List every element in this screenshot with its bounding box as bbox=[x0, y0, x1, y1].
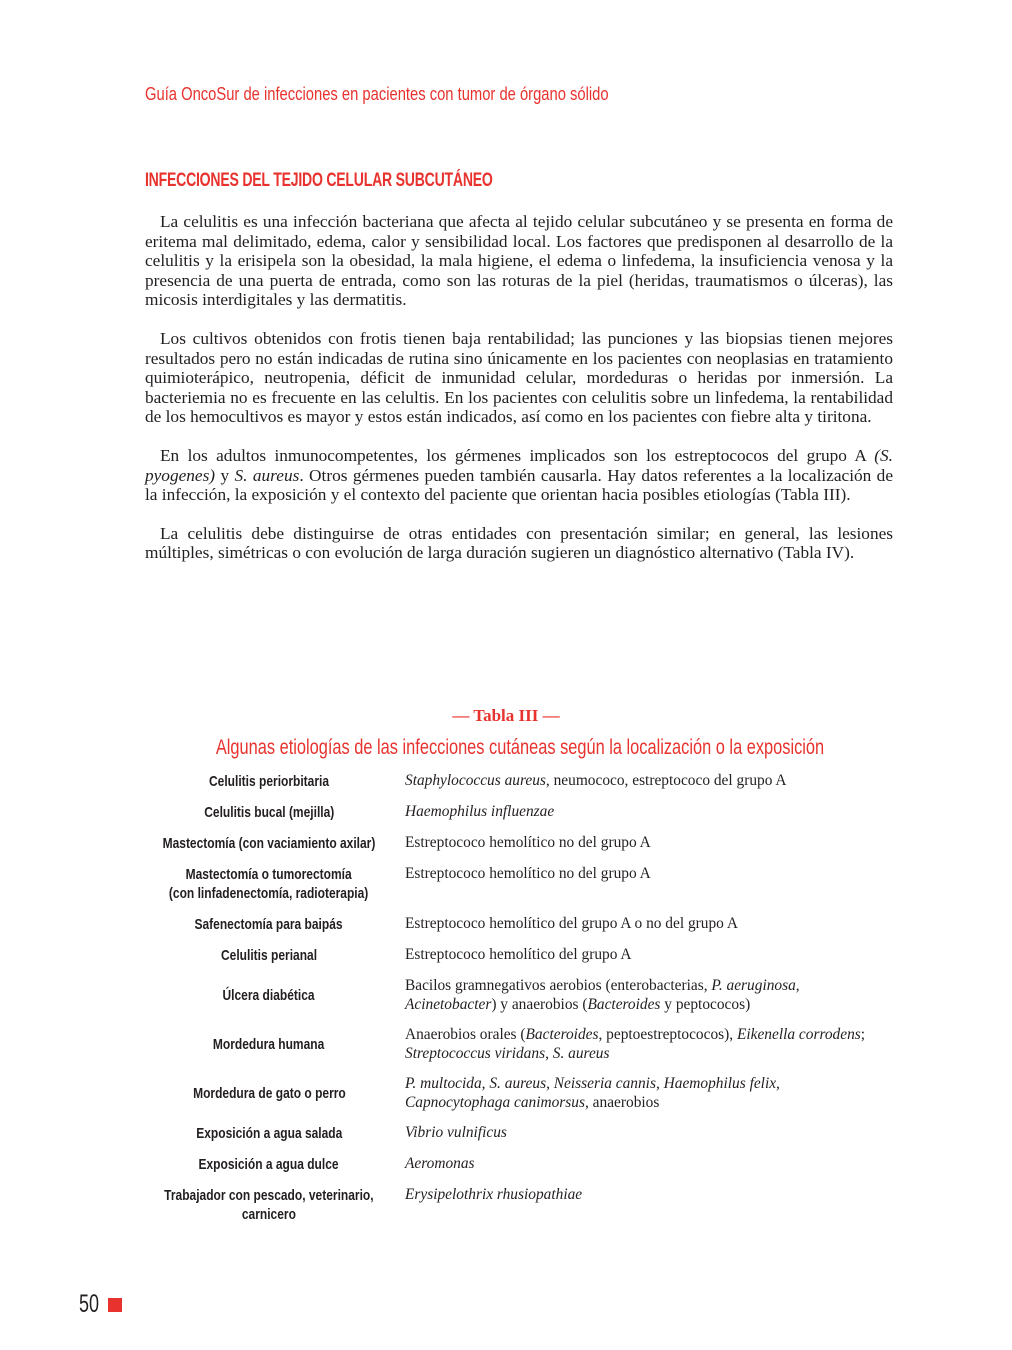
location-line: Mastectomía o tumorectomía bbox=[185, 866, 353, 883]
organism-name: Eikenella corrodens bbox=[736, 1026, 861, 1043]
table-label: — Tabla III — bbox=[452, 706, 560, 725]
running-header: Guía OncoSur de infecciones en pacientes con tumor de órgano sólido bbox=[145, 84, 609, 104]
location-label bbox=[199, 1155, 339, 1174]
location-line: Úlcera diabética bbox=[222, 987, 316, 1004]
etiology-text: Estreptococo hemolítico del grupo A bbox=[405, 946, 632, 963]
organism-name: Staphylococcus aureus bbox=[405, 772, 546, 789]
etiology-text: , bbox=[795, 977, 800, 994]
organism-name: Bacteroides bbox=[525, 1026, 599, 1043]
table-row bbox=[145, 834, 885, 853]
table-row bbox=[145, 915, 885, 934]
paragraph bbox=[145, 446, 893, 505]
location-label bbox=[223, 986, 315, 1005]
etiology-text: , neumococo, estreptococo del grupo A bbox=[545, 772, 787, 789]
table-cell-etiology bbox=[393, 977, 885, 1014]
table-row bbox=[145, 946, 885, 965]
table-cell-location bbox=[145, 977, 393, 1014]
table-cell-etiology bbox=[393, 1075, 885, 1112]
table-cell-etiology bbox=[393, 1186, 885, 1224]
location-line: Safenectomía para baipás bbox=[194, 916, 344, 933]
etiology-text: , anaerobios bbox=[584, 1093, 660, 1111]
page-number: 50 bbox=[79, 1290, 100, 1318]
organism-name: Bacteroides bbox=[587, 995, 661, 1013]
table-cell-etiology bbox=[393, 803, 885, 822]
table-cell-etiology bbox=[393, 1026, 885, 1063]
table-cell-location bbox=[145, 1155, 393, 1174]
table-row bbox=[145, 1124, 885, 1143]
location-line: Mordedura de gato o perro bbox=[192, 1085, 346, 1102]
location-line: Celulitis bucal (mejilla) bbox=[203, 804, 335, 821]
table-cell-etiology bbox=[393, 915, 885, 934]
table-cell-location bbox=[145, 946, 393, 965]
table-cell-etiology bbox=[393, 946, 885, 965]
table-row bbox=[145, 865, 885, 903]
table-row bbox=[145, 1075, 885, 1112]
location-line: Mordedura humana bbox=[213, 1036, 325, 1053]
table-row bbox=[145, 1026, 885, 1063]
organism-name: Streptococcus viridans bbox=[405, 1044, 546, 1062]
location-label bbox=[163, 834, 376, 853]
table-cell-etiology bbox=[393, 1124, 885, 1143]
text-run: y bbox=[215, 465, 235, 485]
text-run-italic: S. aureus bbox=[234, 465, 300, 485]
table-cell-location bbox=[145, 803, 393, 822]
table-cell-location bbox=[145, 1075, 393, 1112]
etiology-text: Anaerobios orales ( bbox=[405, 1026, 526, 1043]
location-line: Celulitis periorbitaria bbox=[208, 773, 330, 790]
location-line: (con linfadenectomía, radioterapia) bbox=[169, 885, 369, 902]
location-line: Exposición a agua dulce bbox=[198, 1156, 340, 1173]
location-label bbox=[213, 1035, 324, 1054]
location-label bbox=[169, 865, 368, 903]
table-title: Algunas etiologías de las infecciones cutáneas según la localización o la exposición bbox=[215, 736, 825, 759]
organism-name: Erysipelothrix rhusiopathiae bbox=[405, 1186, 583, 1203]
organism-name: P. multocida, S. aureus, Neisseria cannis, Haemophilus felix, Capnocytophaga canimorsus bbox=[405, 1075, 780, 1111]
etiology-text: Estreptococo hemolítico del grupo A o no del grupo A bbox=[405, 915, 738, 932]
location-label bbox=[196, 1124, 342, 1143]
organism-name: Haemophilus influenzae bbox=[405, 803, 555, 820]
section-title: INFECCIONES DEL TEJIDO CELULAR SUBCUTÁNEO bbox=[145, 170, 493, 191]
table-cell-location bbox=[145, 865, 393, 903]
table-row bbox=[145, 803, 885, 822]
etiology-text: ) y anaerobios ( bbox=[491, 995, 588, 1013]
table-row bbox=[145, 1186, 885, 1224]
table-cell-etiology bbox=[393, 772, 885, 791]
body-text bbox=[145, 212, 893, 582]
table-cell-location bbox=[145, 772, 393, 791]
location-line: Mastectomía (con vaciamiento axilar) bbox=[162, 835, 376, 852]
table-cell-location bbox=[145, 1026, 393, 1063]
location-label bbox=[193, 1084, 346, 1103]
organism-name: Aeromonas bbox=[405, 1155, 475, 1172]
location-line: Celulitis perianal bbox=[220, 947, 318, 964]
table-row bbox=[145, 977, 885, 1014]
table-cell-etiology bbox=[393, 1155, 885, 1174]
table-cell-etiology bbox=[393, 834, 885, 853]
location-line: Trabajador con pescado, veterinario, bbox=[164, 1187, 374, 1204]
table-row bbox=[145, 772, 885, 791]
text-run: . Otros gérmenes pueden también causarla. Hay datos referentes a la localización de la infección, la exposición y el contexto del paciente que orientan hacia posibles etiologías (Tabla III). bbox=[145, 465, 893, 505]
organism-name: Vibrio vulnificus bbox=[405, 1124, 507, 1141]
location-label bbox=[209, 772, 329, 791]
location-label bbox=[195, 915, 343, 934]
etiology-text: , peptoestreptococos), bbox=[598, 1026, 737, 1043]
etiology-table bbox=[145, 772, 885, 1236]
location-label bbox=[204, 803, 334, 822]
location-line: carnicero bbox=[241, 1206, 297, 1223]
etiology-text: Estreptococo hemolítico no del grupo A bbox=[405, 834, 651, 851]
table-cell-location bbox=[145, 1124, 393, 1143]
text-run-italic: (S. pyogenes) bbox=[145, 445, 893, 485]
table-cell-location bbox=[145, 915, 393, 934]
location-label bbox=[221, 946, 317, 965]
location-label bbox=[164, 1186, 373, 1224]
etiology-text: Bacilos gramnegativos aerobios (enterobacterias, bbox=[405, 977, 712, 994]
paragraph: La celulitis debe distinguirse de otras entidades con presentación similar; en general, las lesiones múltiples, simétricas o con evolución de larga duración sugieren un diagnóstico alternativo (Tabla IV). bbox=[145, 523, 893, 563]
text-run: En los adultos inmunocompetentes, los gérmenes implicados son los estreptococos del grupo A bbox=[160, 445, 875, 465]
table-cell-location bbox=[145, 834, 393, 853]
table-cell-location bbox=[145, 1186, 393, 1224]
page-marker-square bbox=[108, 1298, 122, 1312]
table-cell-etiology bbox=[393, 865, 885, 903]
paragraph: La celulitis es una infección bacteriana que afecta al tejido celular subcutáneo y se presenta en forma de eritema mal delimitado, edema, calor y sensibilidad local. Los factores que predisponen al desarrollo de la celulitis y la erisipela son la obesidad, la mala higiene, el edema o linfedema, la insuficiencia venosa y la presencia de una puerta de entrada, como son las roturas de la piel (heridas, traumatismos o úlceras), las micosis interdigitales y las dermatitis. bbox=[145, 212, 893, 310]
etiology-text: y peptococos) bbox=[660, 995, 751, 1013]
location-line: Exposición a agua salada bbox=[195, 1125, 343, 1142]
etiology-text: , bbox=[545, 1044, 553, 1062]
organism-name: P. aeruginosa bbox=[711, 977, 796, 994]
table-row bbox=[145, 1155, 885, 1174]
etiology-text: Estreptococo hemolítico no del grupo A bbox=[405, 865, 651, 882]
organism-name: S. aureus bbox=[552, 1044, 610, 1062]
etiology-text: ; bbox=[860, 1026, 866, 1043]
organism-name: Acinetobacter bbox=[405, 995, 492, 1013]
paragraph: Los cultivos obtenidos con frotis tienen baja rentabilidad; las punciones y las biopsias tienen mejores resultados pero no están indicadas de rutina sino únicamente en los pacientes con neoplasias en tratamiento quimioterápico, neutropenia, déficit de inmunidad celular, mordeduras o heridas por inmersión. La bacteriemia no es frecuente en las celultis. En los pacientes con celulitis sobre un linfedema, la rentabilidad de los hemocultivos es mayor y estos están indicados, así como en los pacientes con fiebre alta y tiritona. bbox=[145, 328, 893, 427]
